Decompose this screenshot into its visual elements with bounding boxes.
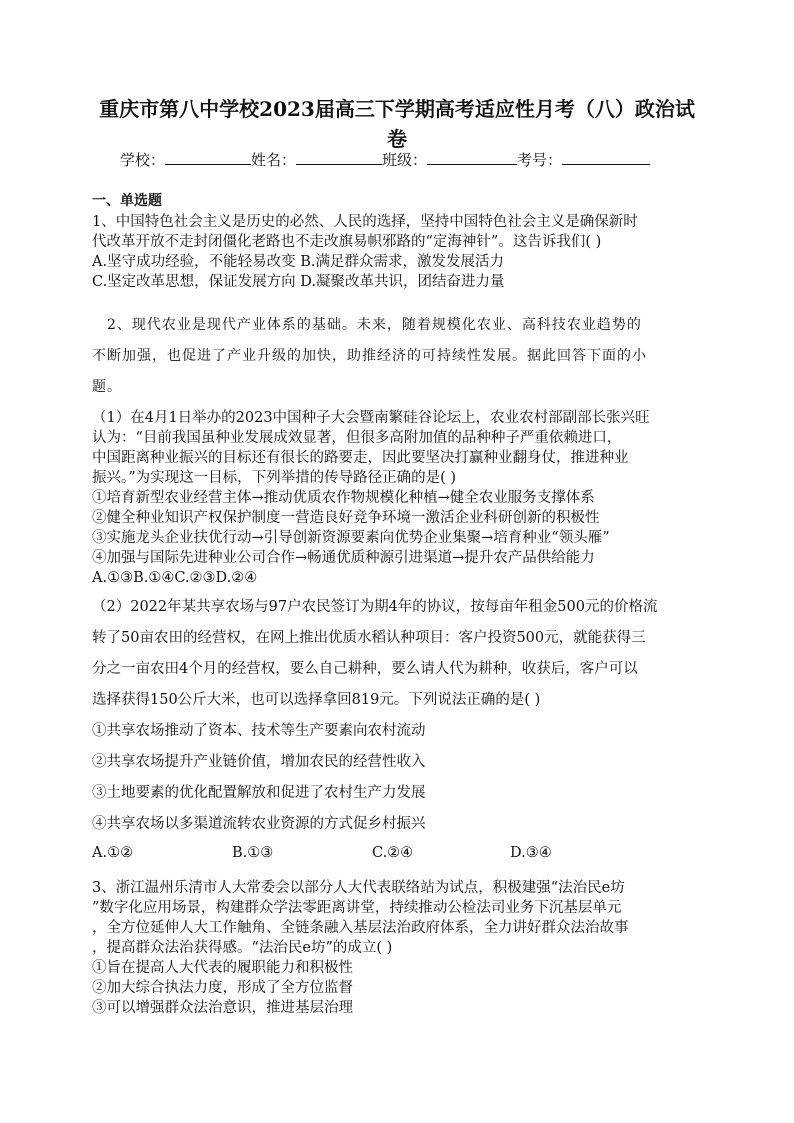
exam-no-blank[interactable] [562,148,650,165]
question-2-sub-2 [92,592,702,840]
q2-sub2-line: （2）2022年某共享农场与97户农民签订为期4年的协议，按每亩年租金500元的价格流 [92,599,658,615]
class-blank[interactable] [427,148,517,165]
question-2-sub-1 [92,408,702,588]
question-2-intro [92,310,702,403]
page-title: 重庆市第八中学校2023届高三下学期高考适应性月考（八）政治试卷 [99,97,695,151]
q2-sub1-line: ①培育新型农业经营主体→推动优质农作物规模化种植→健全农业服务支撑体系 [92,490,595,506]
option-b: B.①③ [232,845,274,861]
q3-line: ②加大综合执法力度，形成了全方位监督 [92,980,353,996]
name-blank[interactable] [296,148,382,165]
school-blank[interactable] [165,148,251,165]
q3-line: ①旨在提高人大代表的履职能力和积极性 [92,960,353,976]
q3-line: 3、浙江温州乐清市人大常委会以部分人大代表联络站为试点，积极建强“法治民e坊 [92,880,625,896]
question-3 [92,878,702,1018]
class-label: 班级： [382,151,428,169]
q2-intro-line: 不断加强，也促进了产业升级的加快，助推经济的可持续性发展。据此回答下面的小 [92,348,647,364]
name-label: 姓名： [251,151,297,169]
q3-line: ③可以增强群众法治意识，推进基层治理 [92,1000,353,1016]
q2-sub2-line: 转了50亩农田的经营权，在网上推出优质水稻认种项目：客户投资500元，就能获得三 [92,630,646,646]
q2-sub2-line: ②共享农场提升产业链价值，增加农民的经营性收入 [92,754,426,770]
q1-option-line: A.坚守成功经验，不能轻易改变 B.满足群众需求，激发发展活力 [92,254,504,270]
q1-line: 代改革开放不走封闭僵化老路也不走改旗易帜邪路的“定海神针”。这告诉我们( ) [92,234,602,250]
q2-sub1-line: 中国距离种业振兴的目标还有很长的路要走，因此要坚决打赢种业翻身仗，推进种业 [92,450,629,466]
q2-sub1-line: ④加强与国际先进种业公司合作→畅通优质种源引进渠道→提升农产品供给能力 [92,550,595,566]
q2-sub1-line: 振兴。”为实现这一目标，下列举措的传导路径正确的是( ) [92,470,457,486]
student-info-line [120,148,650,171]
q2-sub2-line: ④共享农场以多渠道流转农业资源的方式促乡村振兴 [92,816,426,832]
question-1 [92,212,702,292]
q2-sub1-options: A.①③B.①④C.②③D.②④ [92,570,258,586]
q2-sub2-line: ①共享农场推动了资本、技术等生产要素向农村流动 [92,723,426,739]
q2-sub2-line: ③土地要素的优化配置解放和促进了农村生产力发展 [92,785,426,801]
q3-line: ，全方位延伸人大工作触角、全链条融入基层法治政府体系，全力讲好群众法治故事 [92,920,629,936]
option-c: C.②④ [372,845,414,861]
exam-no-label: 考号： [517,151,563,169]
school-label: 学校： [120,151,166,169]
q2-sub1-line: （1）在4月1日举办的2023中国种子大会暨南繁硅谷论坛上，农业农村部副部长张兴旺 [92,410,650,426]
option-a: A.①② [92,845,134,861]
q3-line: ”数字化应用场景，构建群众学法零距离讲堂，持续推动公检法司业务下沉基层单元 [92,900,622,916]
q2-sub2-line: 分之一亩农田4个月的经营权，要么自己耕种，要么请人代为耕种，收获后，客户可以 [92,661,638,677]
q2-sub1-line: ③实施龙头企业扶优行动→引导创新资源要素向优势企业集聚→培育种业“领头雁” [92,530,610,546]
section-heading: 一、单选题 [92,193,162,209]
q3-line: ，提高群众法治获得感。“法治民e坊”的成立( ) [92,940,393,956]
q1-line: 1、中国特色社会主义是历史的必然、人民的选择，坚持中国特色社会主义是确保新时 [92,214,638,230]
q2-intro-line: 题。 [92,379,122,395]
q2-sub1-line: 认为：“目前我国虽种业发展成效显著，但很多高附加值的品种种子严重依赖进口， [92,430,622,446]
q2-sub2-line: 选择获得150公斤大米，也可以选择拿回819元。下列说法正确的是( ) [92,692,541,708]
q2-sub1-line: ②健全种业知识产权保护制度一营造良好竞争环境一激活企业科研创新的积极性 [92,510,600,526]
q1-option-line: C.坚定改革思想，保证发展方向 D.凝聚改革共识，团结奋进力量 [92,274,505,290]
q2-intro-line: 2、现代农业是现代产业体系的基础。未来，随着规模化农业、高科技农业趋势的 [92,317,642,333]
option-d: D.③④ [510,845,552,861]
